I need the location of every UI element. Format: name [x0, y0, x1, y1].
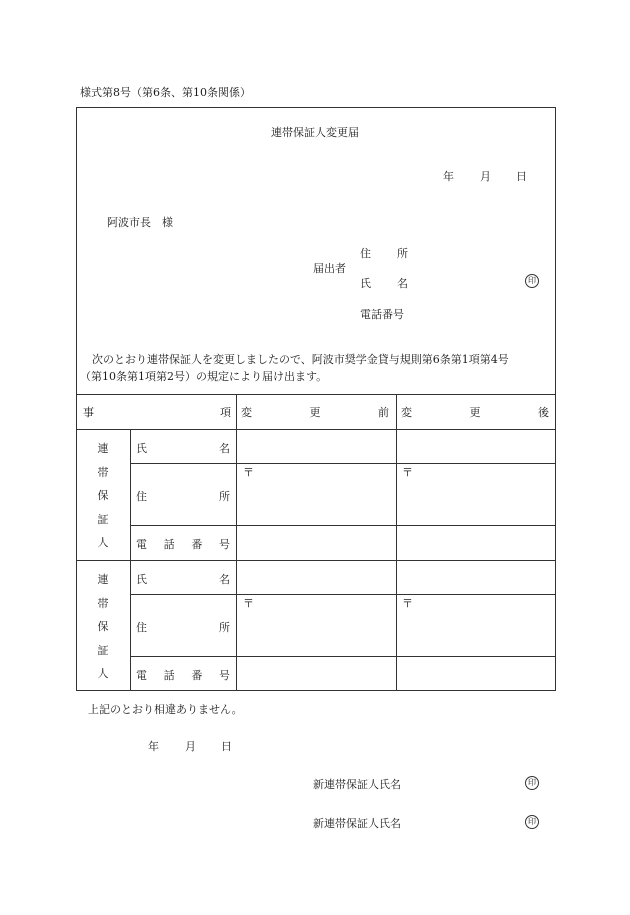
- row-address-label: 住 所: [136, 621, 230, 634]
- group-divider-line: [76, 560, 556, 561]
- date-year: 年: [443, 170, 454, 183]
- form-number: 様式第8号（第6条、第10条関係）: [80, 86, 251, 99]
- postal-mark: 〒: [243, 466, 254, 479]
- row-address-label: 住 所: [136, 490, 230, 503]
- label-column-line: [130, 429, 131, 691]
- new-guarantor-label: 新連帯保証人氏名: [313, 778, 401, 791]
- group2-row-line: [130, 656, 556, 657]
- postal-mark: 〒: [402, 597, 413, 610]
- form-title: 連帯保証人変更届: [271, 126, 359, 139]
- row-name-label: 氏 名: [136, 442, 230, 455]
- signature-date-day: 日: [221, 740, 232, 753]
- notifier-seal-icon: 印: [525, 274, 539, 288]
- body-text-line-1: 次のとおり連帯保証人を変更しましたので、阿波市奨学金貸与規則第6条第1項第4号: [92, 353, 509, 366]
- postal-mark: 〒: [402, 466, 413, 479]
- group1-row-line: [130, 463, 556, 464]
- header-bottom-line: [76, 429, 556, 430]
- row-name-label: 氏 名: [136, 573, 230, 586]
- seal-icon: 印: [525, 815, 539, 829]
- signature-date-month: 月: [185, 740, 196, 753]
- new-guarantor-label: 新連帯保証人氏名: [313, 817, 401, 830]
- row-phone-label: 電 話 番 号: [136, 669, 230, 682]
- header-item: 事 項: [83, 406, 231, 419]
- body-text-line-2: （第10条第1項第2号）の規定により届け出ます。: [80, 370, 328, 383]
- row-phone-label: 電 話 番 号: [136, 538, 230, 551]
- date-day: 日: [516, 170, 527, 183]
- after-column-line: [396, 394, 397, 691]
- table-top-line: [76, 394, 556, 395]
- seal-icon: 印: [525, 776, 539, 790]
- form-frame: [76, 107, 556, 691]
- group1-row-line: [130, 525, 556, 526]
- notifier-name-label: 氏 名: [360, 277, 408, 290]
- notifier-address-label: 住 所: [360, 247, 408, 260]
- date-month: 月: [480, 170, 491, 183]
- guarantor-group-label: 連 帯 保 証 人: [97, 573, 109, 680]
- addressee: 阿波市長 様: [107, 216, 173, 229]
- header-after: 変 更 後: [401, 406, 549, 419]
- postal-mark: 〒: [243, 597, 254, 610]
- notifier-label: 届出者: [313, 262, 346, 275]
- guarantor-group-label: 連 帯 保 証 人: [97, 442, 109, 549]
- notifier-phone-label: 電話番号: [360, 308, 404, 321]
- signature-date-year: 年: [148, 740, 159, 753]
- group2-row-line: [130, 594, 556, 595]
- before-column-line: [236, 394, 237, 691]
- header-before: 変 更 前: [241, 406, 389, 419]
- confirmation-text: 上記のとおり相違ありません。: [88, 703, 243, 716]
